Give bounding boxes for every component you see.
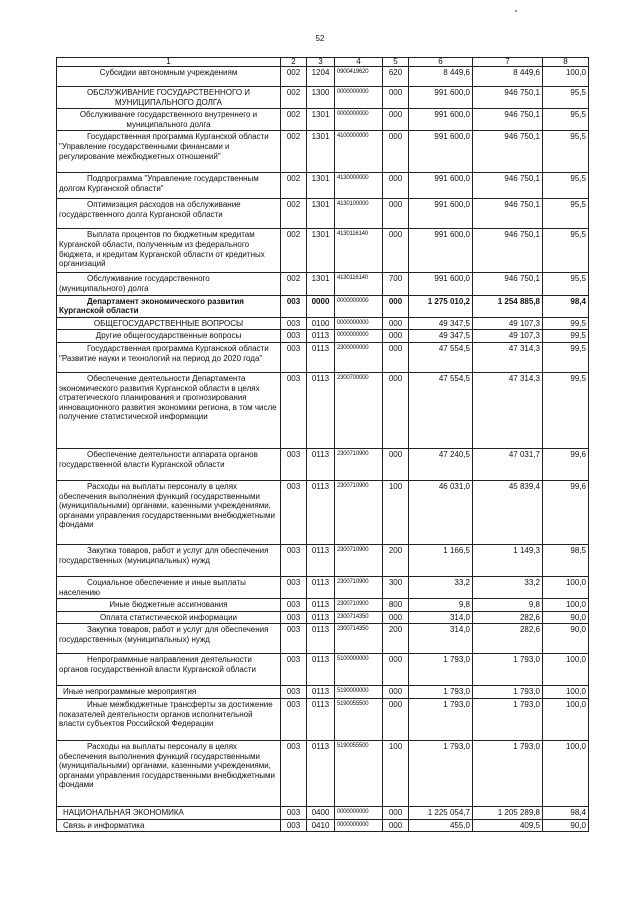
- expense-type-code-cell: 000: [383, 806, 409, 819]
- admin-code-cell: 003: [281, 295, 307, 317]
- executed-amount-cell: 409,5: [473, 819, 543, 832]
- row-name-cell: ОБЩЕГОСУДАРСТВЕННЫЕ ВОПРОСЫ: [57, 317, 281, 330]
- table-row: [57, 544, 589, 576]
- table-row: [57, 295, 589, 317]
- table-row: [57, 698, 589, 740]
- row-name-cell: Государственная программа Курганской области "Управление государственными финансами и регулирование межбюджетных отношений": [57, 131, 281, 173]
- planned-amount-cell: 314,0: [409, 624, 473, 654]
- row-name-cell: Расходы на выплаты персоналу в целях обеспечения выполнения функций государственными (муниципальными) органами, казенными учреждениями, органами управления государственными внебюджетными фондами: [57, 480, 281, 544]
- target-article-code-cell: 2300700000: [335, 372, 383, 448]
- section-code-cell: 0113: [307, 342, 335, 372]
- planned-amount-cell: 8 449,6: [409, 67, 473, 87]
- row-name-cell: Оплата статистической информации: [57, 611, 281, 624]
- admin-code-cell: 003: [281, 372, 307, 448]
- execution-percent-cell: 95,5: [543, 87, 589, 109]
- admin-code-cell: 002: [281, 229, 307, 273]
- execution-percent-cell: 95,5: [543, 273, 589, 295]
- target-article-code-cell: 4130100000: [335, 199, 383, 229]
- budget-execution-table: [56, 57, 589, 832]
- table-row: [57, 109, 589, 131]
- expense-type-code-cell: 000: [383, 372, 409, 448]
- row-name-cell: Закупка товаров, работ и услуг для обеспечения государственных (муниципальных) нужд: [57, 544, 281, 576]
- planned-amount-cell: 33,2: [409, 576, 473, 598]
- table-row: [57, 131, 589, 173]
- admin-code-cell: 003: [281, 624, 307, 654]
- execution-percent-cell: 100,0: [543, 686, 589, 699]
- admin-code-cell: 003: [281, 599, 307, 612]
- planned-amount-cell: 47 240,5: [409, 448, 473, 480]
- section-code-cell: 0113: [307, 480, 335, 544]
- target-article-code-cell: 4100000000: [335, 131, 383, 173]
- expense-type-code-cell: 300: [383, 576, 409, 598]
- table-row: [57, 599, 589, 612]
- admin-code-cell: 003: [281, 480, 307, 544]
- section-code-cell: 1301: [307, 273, 335, 295]
- target-article-code-cell: 4130116140: [335, 273, 383, 295]
- expense-type-code-cell: 800: [383, 599, 409, 612]
- expense-type-code-cell: 000: [383, 819, 409, 832]
- expense-type-code-cell: 000: [383, 448, 409, 480]
- execution-percent-cell: 95,5: [543, 109, 589, 131]
- executed-amount-cell: 1 793,0: [473, 698, 543, 740]
- row-name-cell: Выплата процентов по бюджетным кредитам Курганской области, полученным из федерального бюджета, и кредитам Курганской области от кредитных организаций: [57, 229, 281, 273]
- target-article-code-cell: 0900419620: [335, 67, 383, 87]
- row-name-cell: Связь и информатика: [57, 819, 281, 832]
- section-code-cell: 1301: [307, 199, 335, 229]
- section-code-cell: 0113: [307, 544, 335, 576]
- row-name-cell: Субсидии автономным учреждениям: [57, 67, 281, 87]
- planned-amount-cell: 455,0: [409, 819, 473, 832]
- executed-amount-cell: 45 839,4: [473, 480, 543, 544]
- admin-code-cell: 003: [281, 686, 307, 699]
- admin-code-cell: 002: [281, 199, 307, 229]
- executed-amount-cell: 49 107,3: [473, 317, 543, 330]
- row-name-cell: Непрограммные направления деятельности органов государственной власти Курганской области: [57, 654, 281, 686]
- row-name-cell: Подпрограмма "Управление государственным долгом Курганской области": [57, 173, 281, 199]
- table-row: [57, 199, 589, 229]
- expense-type-code-cell: 100: [383, 740, 409, 806]
- executed-amount-cell: 946 750,1: [473, 87, 543, 109]
- execution-percent-cell: 99,5: [543, 342, 589, 372]
- target-article-code-cell: 5190055500: [335, 698, 383, 740]
- page-number: 52: [315, 34, 325, 43]
- section-code-cell: 0113: [307, 624, 335, 654]
- execution-percent-cell: 99,6: [543, 448, 589, 480]
- admin-code-cell: 003: [281, 544, 307, 576]
- expense-type-code-cell: 000: [383, 611, 409, 624]
- expense-type-code-cell: 000: [383, 654, 409, 686]
- table-row: [57, 611, 589, 624]
- table-row: [57, 317, 589, 330]
- expense-type-code-cell: 100: [383, 480, 409, 544]
- target-article-code-cell: 0000000000: [335, 819, 383, 832]
- table-row: [57, 654, 589, 686]
- row-name-cell: Другие общегосударственные вопросы: [57, 330, 281, 343]
- row-name-cell: Оптимизация расходов на обслуживание государственного долга Курганской области: [57, 199, 281, 229]
- admin-code-cell: 003: [281, 576, 307, 598]
- row-name-cell: Государственная программа Курганской области "Развитие науки и технологий на период до 2020 года": [57, 342, 281, 372]
- admin-code-cell: 003: [281, 342, 307, 372]
- planned-amount-cell: 991 600,0: [409, 109, 473, 131]
- executed-amount-cell: 946 750,1: [473, 199, 543, 229]
- planned-amount-cell: 991 600,0: [409, 87, 473, 109]
- executed-amount-cell: 47 314,3: [473, 372, 543, 448]
- target-article-code-cell: 0000000000: [335, 295, 383, 317]
- section-code-cell: 0113: [307, 698, 335, 740]
- expense-type-code-cell: 000: [383, 109, 409, 131]
- execution-percent-cell: 100,0: [543, 740, 589, 806]
- planned-amount-cell: 991 600,0: [409, 229, 473, 273]
- executed-amount-cell: 282,6: [473, 624, 543, 654]
- row-name-cell: Обслуживание государственного внутреннего и муниципального долга: [57, 109, 281, 131]
- executed-amount-cell: 33,2: [473, 576, 543, 598]
- section-code-cell: 0113: [307, 372, 335, 448]
- section-code-cell: 0400: [307, 806, 335, 819]
- executed-amount-cell: 946 750,1: [473, 173, 543, 199]
- admin-code-cell: 002: [281, 131, 307, 173]
- admin-code-cell: 003: [281, 448, 307, 480]
- section-code-cell: 0113: [307, 448, 335, 480]
- execution-percent-cell: 100,0: [543, 698, 589, 740]
- expense-type-code-cell: 200: [383, 624, 409, 654]
- column-header: 8: [543, 58, 589, 67]
- execution-percent-cell: 99,5: [543, 372, 589, 448]
- executed-amount-cell: 1 149,3: [473, 544, 543, 576]
- table-row: [57, 448, 589, 480]
- expense-type-code-cell: 000: [383, 295, 409, 317]
- expense-type-code-cell: 000: [383, 173, 409, 199]
- executed-amount-cell: 282,6: [473, 611, 543, 624]
- target-article-code-cell: 0000000000: [335, 109, 383, 131]
- execution-percent-cell: 95,5: [543, 131, 589, 173]
- admin-code-cell: 003: [281, 740, 307, 806]
- target-article-code-cell: 0000000000: [335, 330, 383, 343]
- row-name-cell: Иные межбюджетные трансферты за достижение показателей деятельности органов исполнительной власти субъектов Российской Федерации: [57, 698, 281, 740]
- column-header: 3: [307, 58, 335, 67]
- row-name-cell: Социальное обеспечение и иные выплаты населению: [57, 576, 281, 598]
- execution-percent-cell: 90,0: [543, 819, 589, 832]
- planned-amount-cell: 46 031,0: [409, 480, 473, 544]
- target-article-code-cell: 5190000000: [335, 686, 383, 699]
- planned-amount-cell: 47 554,5: [409, 372, 473, 448]
- expense-type-code-cell: 000: [383, 330, 409, 343]
- row-name-cell: Закупка товаров, работ и услуг для обеспечения государственных (муниципальных) нужд: [57, 624, 281, 654]
- table-row: [57, 576, 589, 598]
- execution-percent-cell: 95,5: [543, 229, 589, 273]
- section-code-cell: 0113: [307, 740, 335, 806]
- executed-amount-cell: 946 750,1: [473, 131, 543, 173]
- executed-amount-cell: 47 031,7: [473, 448, 543, 480]
- expense-type-code-cell: 000: [383, 229, 409, 273]
- planned-amount-cell: 991 600,0: [409, 131, 473, 173]
- row-name-cell: Обслуживание государственного (муниципального) долга: [57, 273, 281, 295]
- planned-amount-cell: 1 225 054,7: [409, 806, 473, 819]
- table-row: [57, 342, 589, 372]
- planned-amount-cell: 991 600,0: [409, 173, 473, 199]
- planned-amount-cell: 49 347,5: [409, 317, 473, 330]
- planned-amount-cell: 1 793,0: [409, 654, 473, 686]
- executed-amount-cell: 1 793,0: [473, 654, 543, 686]
- execution-percent-cell: 100,0: [543, 576, 589, 598]
- target-article-code-cell: 2300714350: [335, 624, 383, 654]
- section-code-cell: 0113: [307, 686, 335, 699]
- expense-type-code-cell: 000: [383, 686, 409, 699]
- column-header: 2: [281, 58, 307, 67]
- column-number-row: [57, 58, 589, 67]
- admin-code-cell: 003: [281, 819, 307, 832]
- target-article-code-cell: 2300714350: [335, 611, 383, 624]
- execution-percent-cell: 98,4: [543, 806, 589, 819]
- expense-type-code-cell: 000: [383, 199, 409, 229]
- target-article-code-cell: 4130116140: [335, 229, 383, 273]
- section-code-cell: 1301: [307, 109, 335, 131]
- executed-amount-cell: 9,8: [473, 599, 543, 612]
- target-article-code-cell: 5100000000: [335, 654, 383, 686]
- planned-amount-cell: 991 600,0: [409, 199, 473, 229]
- table-row: [57, 229, 589, 273]
- table-row: [57, 819, 589, 832]
- expense-type-code-cell: 000: [383, 87, 409, 109]
- table-row: [57, 806, 589, 819]
- execution-percent-cell: 100,0: [543, 67, 589, 87]
- table-row: [57, 330, 589, 343]
- target-article-code-cell: 2300000000: [335, 342, 383, 372]
- planned-amount-cell: 1 275 010,2: [409, 295, 473, 317]
- execution-percent-cell: 99,6: [543, 480, 589, 544]
- row-name-cell: Обеспечение деятельности Департамента экономического развития Курганской области в целях стратегического планирования и прогнозирования инновационного развития экономики региона, в том числе получение статистической информации: [57, 372, 281, 448]
- target-article-code-cell: 0000000000: [335, 87, 383, 109]
- executed-amount-cell: 47 314,3: [473, 342, 543, 372]
- column-header: 6: [409, 58, 473, 67]
- execution-percent-cell: 95,5: [543, 173, 589, 199]
- column-header: 4: [335, 58, 383, 67]
- executed-amount-cell: 1 793,0: [473, 740, 543, 806]
- row-name-cell: ОБСЛУЖИВАНИЕ ГОСУДАРСТВЕННОГО И МУНИЦИПАЛЬНОГО ДОЛГА: [57, 87, 281, 109]
- table-row: [57, 67, 589, 87]
- admin-code-cell: 003: [281, 654, 307, 686]
- table-row: [57, 372, 589, 448]
- admin-code-cell: 002: [281, 273, 307, 295]
- table-row: [57, 87, 589, 109]
- row-name-cell: Обеспечение деятельности аппарата органов государственной власти Курганской области: [57, 448, 281, 480]
- section-code-cell: 0100: [307, 317, 335, 330]
- admin-code-cell: 002: [281, 67, 307, 87]
- planned-amount-cell: 49 347,5: [409, 330, 473, 343]
- planned-amount-cell: 1 166,5: [409, 544, 473, 576]
- planned-amount-cell: 1 793,0: [409, 698, 473, 740]
- planned-amount-cell: 1 793,0: [409, 686, 473, 699]
- row-name-cell: Иные бюджетные ассигнования: [57, 599, 281, 612]
- section-code-cell: 1301: [307, 173, 335, 199]
- column-header: 5: [383, 58, 409, 67]
- execution-percent-cell: 100,0: [543, 599, 589, 612]
- executed-amount-cell: 946 750,1: [473, 229, 543, 273]
- target-article-code-cell: 0000000000: [335, 806, 383, 819]
- execution-percent-cell: 90,0: [543, 611, 589, 624]
- section-code-cell: 1204: [307, 67, 335, 87]
- execution-percent-cell: 95,5: [543, 199, 589, 229]
- table-row: [57, 686, 589, 699]
- expense-type-code-cell: 000: [383, 131, 409, 173]
- column-header: 7: [473, 58, 543, 67]
- row-name-cell: НАЦИОНАЛЬНАЯ ЭКОНОМИКА: [57, 806, 281, 819]
- admin-code-cell: 003: [281, 317, 307, 330]
- expense-type-code-cell: 000: [383, 342, 409, 372]
- section-code-cell: 0000: [307, 295, 335, 317]
- table-row: [57, 273, 589, 295]
- planned-amount-cell: 47 554,5: [409, 342, 473, 372]
- table-row: [57, 480, 589, 544]
- section-code-cell: 0113: [307, 654, 335, 686]
- admin-code-cell: 002: [281, 87, 307, 109]
- expense-type-code-cell: 000: [383, 317, 409, 330]
- admin-code-cell: 003: [281, 611, 307, 624]
- executed-amount-cell: 1 254 885,8: [473, 295, 543, 317]
- section-code-cell: 0410: [307, 819, 335, 832]
- planned-amount-cell: 991 600,0: [409, 273, 473, 295]
- execution-percent-cell: 99,5: [543, 317, 589, 330]
- target-article-code-cell: 2300710900: [335, 448, 383, 480]
- execution-percent-cell: 90,0: [543, 624, 589, 654]
- section-code-cell: 0113: [307, 599, 335, 612]
- execution-percent-cell: 98,5: [543, 544, 589, 576]
- target-article-code-cell: 2300710900: [335, 599, 383, 612]
- target-article-code-cell: 5190055500: [335, 740, 383, 806]
- admin-code-cell: 003: [281, 806, 307, 819]
- planned-amount-cell: 314,0: [409, 611, 473, 624]
- executed-amount-cell: 1 793,0: [473, 686, 543, 699]
- executed-amount-cell: 49 107,3: [473, 330, 543, 343]
- table-row: [57, 624, 589, 654]
- expense-type-code-cell: 620: [383, 67, 409, 87]
- section-code-cell: 1301: [307, 229, 335, 273]
- row-name-cell: Расходы на выплаты персоналу в целях обеспечения выполнения функций государственными (муниципальными) органами, казенными учреждениями, органами управления государственными внебюджетными фондами: [57, 740, 281, 806]
- target-article-code-cell: 0000000000: [335, 317, 383, 330]
- executed-amount-cell: 8 449,6: [473, 67, 543, 87]
- row-name-cell: Иные непрограммные мероприятия: [57, 686, 281, 699]
- admin-code-cell: 002: [281, 173, 307, 199]
- expense-type-code-cell: 200: [383, 544, 409, 576]
- section-code-cell: 0113: [307, 611, 335, 624]
- expense-type-code-cell: 700: [383, 273, 409, 295]
- admin-code-cell: 003: [281, 330, 307, 343]
- target-article-code-cell: 2300710900: [335, 576, 383, 598]
- admin-code-cell: 003: [281, 698, 307, 740]
- executed-amount-cell: 946 750,1: [473, 109, 543, 131]
- section-code-cell: 0113: [307, 330, 335, 343]
- table-row: [57, 173, 589, 199]
- row-name-cell: Департамент экономического развития Курганской области: [57, 295, 281, 317]
- scan-speck: [515, 10, 517, 12]
- target-article-code-cell: 2300710900: [335, 480, 383, 544]
- executed-amount-cell: 1 205 289,8: [473, 806, 543, 819]
- target-article-code-cell: 2300710900: [335, 544, 383, 576]
- section-code-cell: 0113: [307, 576, 335, 598]
- execution-percent-cell: 100,0: [543, 654, 589, 686]
- execution-percent-cell: 99,5: [543, 330, 589, 343]
- table-row: [57, 740, 589, 806]
- section-code-cell: 1300: [307, 87, 335, 109]
- executed-amount-cell: 946 750,1: [473, 273, 543, 295]
- execution-percent-cell: 98,4: [543, 295, 589, 317]
- column-header: 1: [57, 58, 281, 67]
- planned-amount-cell: 9,8: [409, 599, 473, 612]
- section-code-cell: 1301: [307, 131, 335, 173]
- admin-code-cell: 002: [281, 109, 307, 131]
- planned-amount-cell: 1 793,0: [409, 740, 473, 806]
- target-article-code-cell: 4130000000: [335, 173, 383, 199]
- expense-type-code-cell: 000: [383, 698, 409, 740]
